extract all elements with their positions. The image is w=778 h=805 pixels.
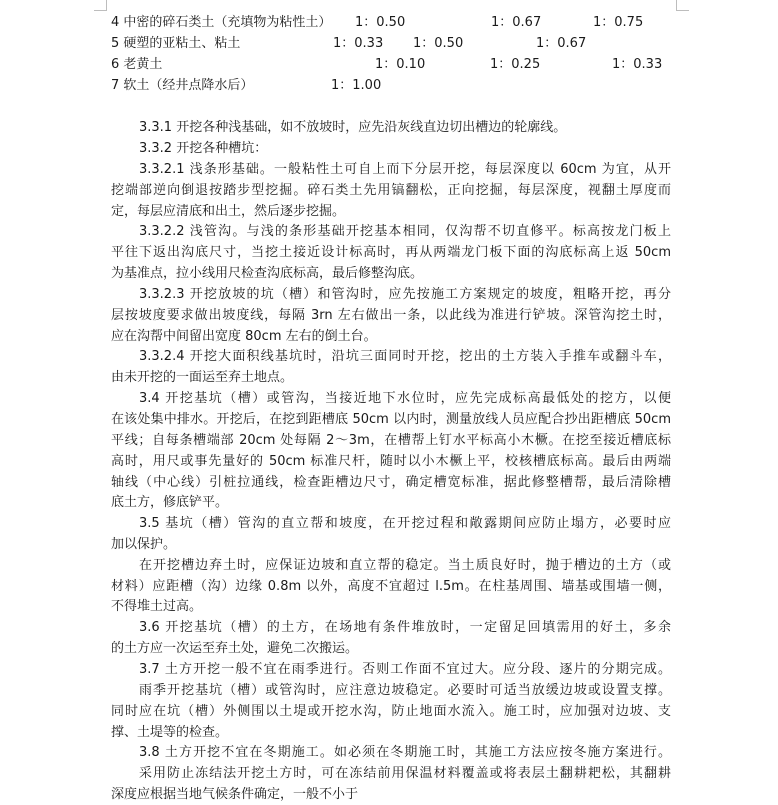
text-line: 材料）应距槽（沟）边缘 0.8m 以外，高度不宜超过 l.5m。在柱基周围、墙基或围墙一侧，	[111, 579, 671, 594]
text-line: 3.3.2 开挖各种槽坑：	[139, 141, 268, 156]
soil-label: 5 硬塑的亚粘土、粘土	[111, 36, 241, 51]
slope-ratio: 1：0.75	[593, 15, 644, 30]
text-line: 为基准点，拉小线用尺检查沟底标高，最后修整沟底。	[111, 266, 424, 281]
text-line: 采用防止冻结法开挖土方时，可在冻结前用保温材料覆盖或将表层土翻耕耙松，其翻耕	[139, 766, 671, 781]
text-line: 层按坡度要求做出坡度线，每隔 3rn 左右做出一条，以此线为准进行铲坡。深管沟挖土时，	[111, 308, 671, 323]
text-line: 同时应在坑（槽）外侧围以土堤或开挖水沟，防止地面水流入。施工时，应加强对边坡、支	[111, 704, 671, 719]
text-line: 深度应根据当地气候条件确定，一般不小于	[111, 787, 359, 802]
text-line: 雨季开挖基坑（槽）或管沟时，应注意边坡稳定。必要时可适当放缓边坡或设置支撑。	[139, 683, 671, 698]
text-line: 定，每层应清底和出土，然后逐步挖掘。	[111, 204, 346, 219]
slope-ratio: 1：0.50	[355, 15, 406, 30]
text-line: 3.6 开挖基坑（槽）的土方，在场地有条件堆放时，一定留足回填需用的好土，多余	[139, 620, 671, 635]
text-line: 不得堆土过高。	[111, 599, 203, 614]
slope-ratio: 1：1.00	[331, 78, 382, 93]
text-line: 加以保护。	[111, 537, 177, 552]
text-line: 轴线（中心线）引桩拉通线，检查距槽边尺寸，确定槽宽标准，据此修整槽帮，最后清除槽	[111, 475, 671, 490]
text-line: 3.3.1 开挖各种浅基础，如不放坡时，应先沿灰线直边切出槽边的轮廓线。	[139, 120, 567, 135]
slope-ratio: 1：0.67	[491, 15, 542, 30]
text-line: 3.3.2.4 开挖大面积线基坑时，沿坑三面同时开挖，挖出的土方装入手推车或翻斗车，	[139, 349, 671, 364]
text-line: 撑、土堤等的检查。	[111, 725, 229, 740]
text-line: 挖端部逆向倒退按踏步型挖掘。碎石类土先用镐翻松，正向挖掘，每层深度，视翻土厚度而	[111, 183, 671, 198]
text-line: 3.7 土方开挖一般不宜在雨季进行。否则工作面不宜过大。应分段、逐片的分期完成。	[139, 662, 671, 677]
text-line: 3.8 土方开挖不宜在冬期施工。如必须在冬期施工时，其施工方法应按冬施方案进行。	[139, 745, 671, 760]
slope-ratio: 1：0.50	[413, 36, 464, 51]
text-line: 平线；自每条槽端部 20cm 处每隔 2～3m，在槽帮上钉水平标高小木橛。在挖至接近槽底标	[111, 433, 671, 448]
text-line: 3.3.2.3 开挖放坡的坑（槽）和管沟时，应先按施工方案规定的坡度，粗略开挖，再分	[139, 287, 671, 302]
text-line: 在该处集中排水。开挖后，在挖到距槽底 50cm 以内时，测量放线人员应配合抄出距槽底 50cm	[111, 412, 671, 427]
soil-label: 7 软土（经井点降水后）	[111, 78, 254, 93]
text-line: 的土方应一次运至弃土处，避免二次搬运。	[111, 641, 359, 656]
text-line: 平往下返出沟底尺寸，当挖土接近设计标高时，再从两端龙门板下面的沟底标高上返 50cm	[111, 245, 671, 260]
text-line: 3.5 基坑（槽）管沟的直立帮和坡度，在开挖过程和敞露期间应防止塌方，必要时应	[139, 516, 671, 531]
text-line: 由未开挖的一面运至弃土地点。	[111, 370, 294, 385]
slope-ratio: 1：0.10	[375, 57, 426, 72]
slope-ratio: 1：0.33	[333, 36, 384, 51]
text-line: 应在沟帮中间留出宽度 80cm 左右的倒土台。	[111, 329, 377, 344]
text-line: 3.4 开挖基坑（槽）或管沟，当接近地下水位时，应先完成标高最低处的挖方，以便	[139, 391, 671, 406]
margin-corner-mark	[94, 0, 107, 11]
margin-corner-mark	[676, 0, 689, 11]
soil-label: 6 老黄土	[111, 57, 163, 72]
text-line: 高时，用尺或事先量好的 50cm 标准尺杆，随时以小木橛上平，校核槽底标高。最后由两端	[111, 454, 671, 469]
soil-label: 4 中密的碎石类土（充填物为粘性土）	[111, 15, 332, 30]
slope-ratio: 1：0.67	[536, 36, 587, 51]
slope-ratio: 1：0.33	[612, 57, 663, 72]
text-line: 底土方，修底铲平。	[111, 495, 229, 510]
slope-ratio: 1：0.25	[490, 57, 541, 72]
text-line: 3.3.2.1 浅条形基础。一般粘性土可自上而下分层开挖，每层深度以 60cm 为宜，从开	[139, 162, 671, 177]
text-line: 3.3.2.2 浅管沟。与浅的条形基础开挖基本相同，仅沟帮不切直修平。标高按龙门板上	[139, 224, 671, 239]
text-line: 在开挖槽边弃土时，应保证边坡和直立帮的稳定。当土质良好时，抛于槽边的土方（或	[139, 558, 671, 573]
